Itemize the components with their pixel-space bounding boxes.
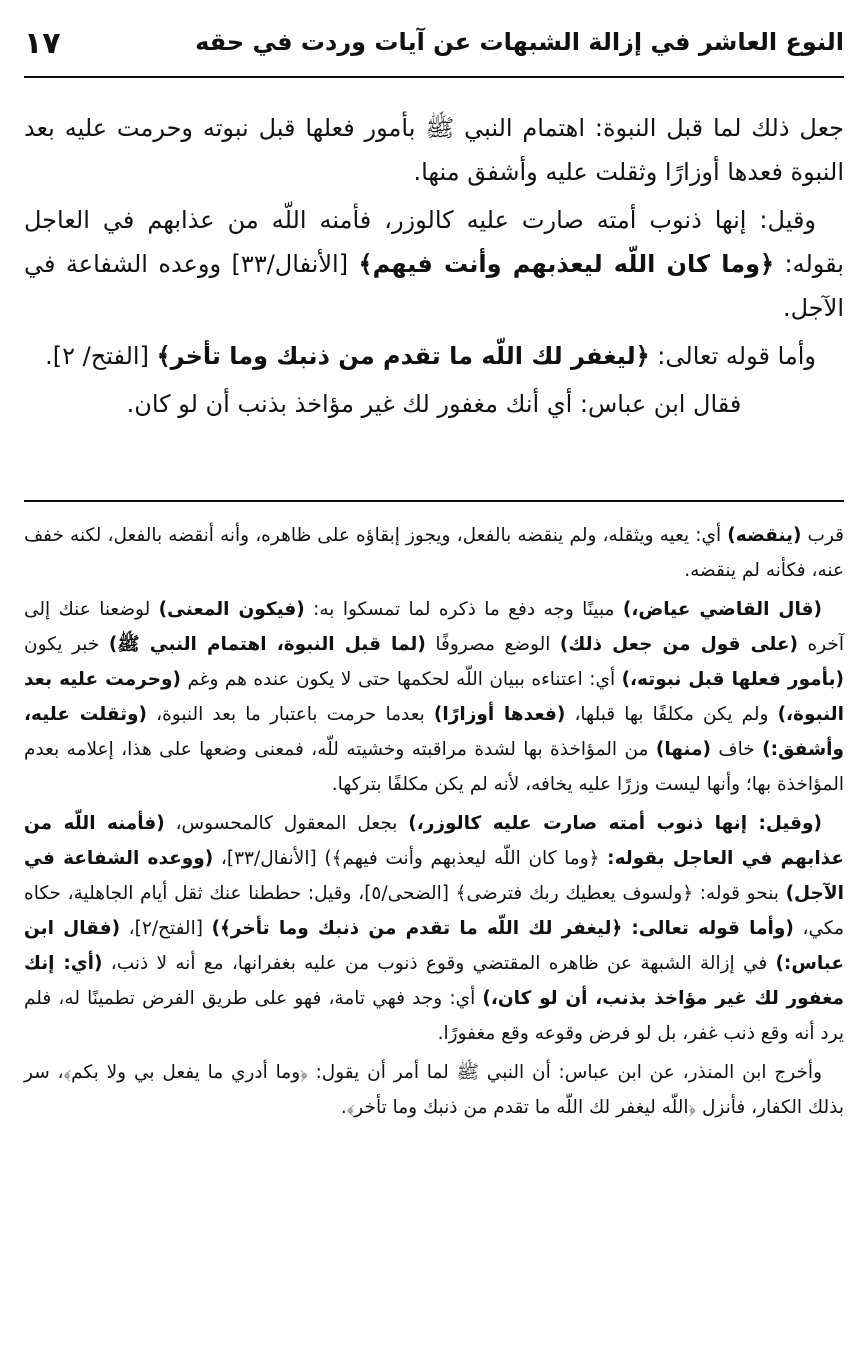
commentary-text: في إزالة الشبهة عن ظاهره المقتضي وقوع ذنوب من عليه بغفرانها، مع أنه لا ذنب، (102, 953, 776, 974)
commentary-lemma: (ووعده الشفاعة في الآجل) (24, 848, 844, 904)
commentary-lemma: (أي: إنك مغفور لك غير مؤاخذ بذنب، أن لو كان،) (24, 953, 844, 1009)
commentary-lemma: (وقيل: إنها ذنوب أمته صارت عليه كالوزر،) (408, 813, 822, 834)
commentary-lemma: (وثقلت عليه، وأشفق:) (24, 704, 844, 760)
header-rule (24, 76, 844, 78)
commentary-paragraph-2 (24, 592, 844, 802)
commentary-text: بجعل المعقول كالمحسوس، (164, 813, 409, 834)
commentary-text: أي: وجد فهي تامة، فهو على طريق الفرض تطمينًا له، فلم يرد أنه وقع ذنب غفر، بل لو فرض وقوعه وقع مغفورًا. (24, 988, 844, 1044)
commentary-text: [الفتح/٢]، (120, 918, 212, 939)
commentary-paragraph-4 (24, 1055, 844, 1125)
main-p2-text-b: [الأنفال/٣٣] ووعده الشفاعة في الآجل. (24, 250, 844, 322)
commentary-text: قرب (801, 525, 844, 546)
commentary-text: بنحو قوله: ﴿ولسوف يعطيك ربك فترضى﴾ [الضحى/٥]، وقيل: حططنا عنك ثقل أيام الجاهلية، حكاه مكي، (24, 883, 844, 939)
commentary-text: مبينًا وجه دفع ما ذكره لما تمسكوا به: (304, 599, 623, 620)
commentary-lemma: (فعدها أوزارًا) (433, 704, 566, 725)
commentary-text: الوضع مصروفًا (425, 634, 560, 655)
main-paragraph-4 (24, 382, 844, 426)
commentary-lemma: (لما قبل النبوة، اهتمام النبي ﷺ) (108, 634, 426, 655)
quran-quote-fath: ﴿ليغفر لك اللّه ما تقدم من ذنبك وما تأخر﴾ (156, 342, 650, 370)
commentary-text: ﴿وما كان اللّه ليعذبهم وأنت فيهم﴾) [الأنفال/٣٣]، (213, 848, 608, 869)
commentary-lemma: (فقال ابن عباس:) (24, 918, 844, 974)
footnote-divider (24, 500, 844, 502)
commentary-lemma: (وأما قوله تعالى: ﴿ليغفر لك اللّه ما تقدم من ذنبك وما تأخر﴾) (211, 918, 794, 939)
commentary-lemma: (قال القاضي عياض،) (622, 599, 822, 620)
commentary (24, 518, 844, 1129)
main-p4-text: فقال ابن عباس: أي أنك مغفور لك غير مؤاخذ بذنب أن لو كان. (126, 390, 742, 418)
commentary-text: خاف (710, 739, 763, 760)
commentary-text: أي: اعتناءه ببيان اللّه لحكمها حتى لا يكون عنده هم وغم (180, 669, 622, 690)
commentary-lemma: (بأمور فعلها قبل نبوته،) (621, 669, 844, 690)
main-p3-text-b: [الفتح/ ٢]. (45, 342, 157, 370)
book-page (24, 18, 844, 1338)
main-p1-text: جعل ذلك لما قبل النبوة: اهتمام النبي ﷺ بأمور فعلها قبل نبوته وحرمت عليه بعد النبوة فعدها أوزارًا وثقلت عليه وأشفق منها. (24, 114, 844, 186)
running-head: النوع العاشر في إزالة الشبهات عن آيات وردت في حقه (195, 28, 844, 56)
commentary-text: خبر يكون (24, 634, 109, 655)
main-paragraph-1 (24, 106, 844, 194)
commentary-text: أي: يعيه ويثقله، ولم ينقضه بالفعل، ويجوز إبقاؤه على ظاهره، وأنه أنقضه بالفعل، لكنه خفف عنه، فكأنه لم ينقضه. (24, 525, 844, 581)
main-p3-text-a: وأما قوله تعالى: (649, 342, 816, 370)
commentary-lemma: (فأمنه اللّه من عذابهم في العاجل بقوله: (24, 813, 844, 869)
main-p2-text-a: وقيل: إنها ذنوب أمته صارت عليه كالوزر، فأمنه اللّه من عذابهم في العاجل بقوله: (24, 206, 844, 278)
commentary-paragraph-1 (24, 518, 844, 588)
commentary-lemma: (فيكون المعنى) (158, 599, 305, 620)
page-number: ١٧ (24, 26, 61, 61)
commentary-lemma: (على قول من جعل ذلك) (559, 634, 798, 655)
commentary-lemma: (ينقضه) (727, 525, 802, 546)
main-text (24, 106, 844, 430)
page-header (24, 18, 844, 74)
quran-quote-anfal: ﴿وما كان اللّه ليعذبهم وأنت فيهم﴾ (358, 250, 775, 278)
commentary-text: من المؤاخذة بها لشدة مراقبته وخشيته للّه، فمعنى وضعها على هذا، إعلامه بعدم المؤاخذة بها؛ وأنها ليست وزرًا عليه يخافه، لأنه لم يكن مكلفًا بتركها. (24, 739, 844, 795)
commentary-text: ولم يكن مكلفًا بها قبلها، (565, 704, 778, 725)
commentary-text: وأخرج ابن المنذر، عن ابن عباس: أن النبي ﷺ لما أمر أن يقول: ﴿وما أدري ما يفعل بي ولا بكم﴾، سر بذلك الكفار، فأنزل ﴿اللّه ليغفر لك اللّه ما تقدم من ذنبك وما تأخر﴾. (24, 1062, 844, 1118)
commentary-paragraph-3 (24, 806, 844, 1051)
commentary-text: بعدما حرمت باعتبار ما بعد النبوة، (147, 704, 434, 725)
main-paragraph-3 (24, 334, 844, 378)
commentary-text: لوضعنا عنك إلى آخره (24, 599, 845, 655)
main-paragraph-2 (24, 198, 844, 330)
commentary-lemma: (وحرمت عليه بعد النبوة،) (24, 669, 844, 725)
commentary-lemma: (منها) (655, 739, 711, 760)
